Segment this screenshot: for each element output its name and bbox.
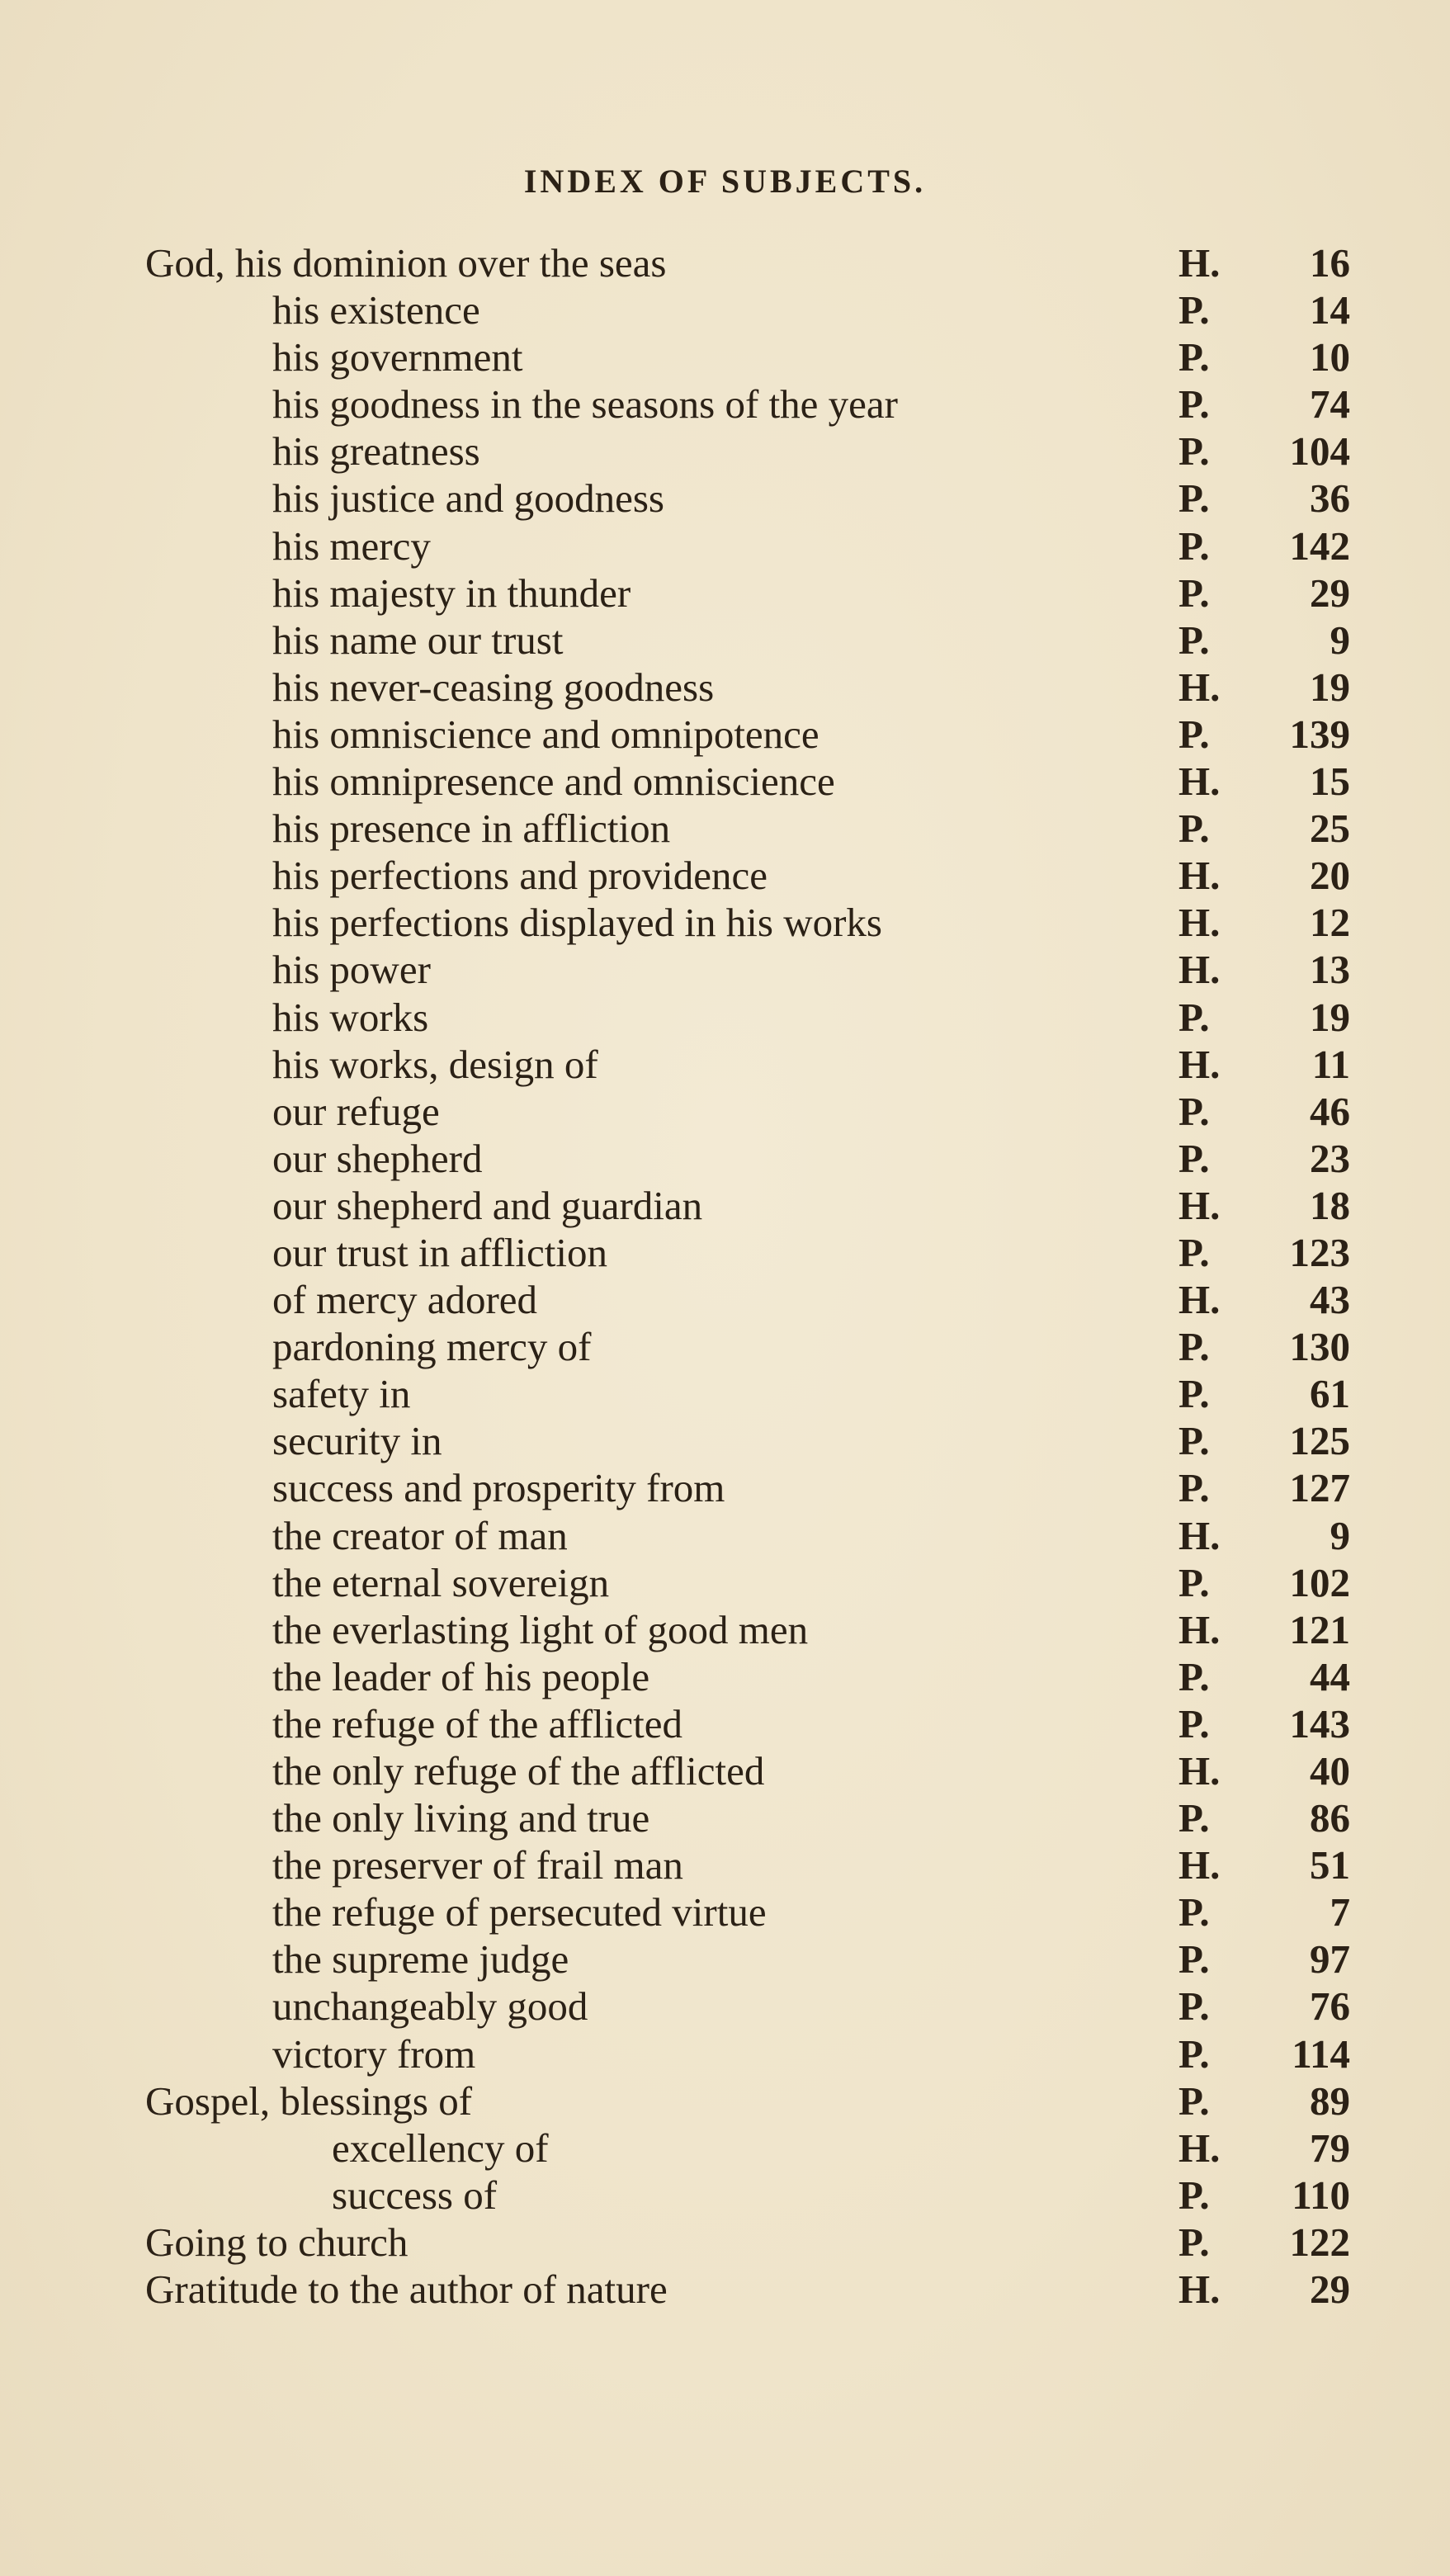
entry-subject: his omniscience and omnipotence (272, 711, 819, 757)
entry-page-number: 122 (1289, 2219, 1350, 2265)
entry-reference: P. (1178, 1418, 1210, 1464)
index-entry (0, 475, 1450, 522)
entry-reference: H. (1178, 2125, 1221, 2171)
entry-subject: his name our trust (272, 617, 564, 663)
index-entry (0, 711, 1450, 758)
entry-subject: his power (272, 947, 431, 993)
entry-page-number: 16 (1310, 240, 1350, 286)
entry-subject: his works (272, 994, 429, 1040)
entry-reference: P. (1178, 806, 1210, 852)
entry-subject: excellency of (332, 2125, 549, 2171)
entry-reference: H. (1178, 1182, 1221, 1228)
entry-page-number: 125 (1289, 1418, 1350, 1464)
entry-reference: P. (1178, 1889, 1210, 1936)
entry-page-number: 76 (1310, 1983, 1350, 2030)
index-entry (0, 1559, 1450, 1606)
entry-reference: P. (1178, 287, 1210, 333)
index-entry (0, 333, 1450, 380)
entry-subject: victory from (272, 2030, 476, 2077)
entry-reference: H. (1178, 240, 1221, 286)
entry-page-number: 12 (1310, 900, 1350, 946)
entry-page-number: 36 (1310, 475, 1350, 522)
index-entry (0, 2172, 1450, 2219)
entry-subject: his presence in affliction (272, 806, 671, 852)
entry-reference: H. (1178, 1842, 1221, 1888)
entry-page-number: 46 (1310, 1088, 1350, 1134)
index-entry (0, 1606, 1450, 1653)
entry-subject: his omnipresence and omniscience (272, 759, 835, 805)
index-entry (0, 1794, 1450, 1841)
entry-page-number: 51 (1310, 1842, 1350, 1888)
entry-reference: P. (1178, 334, 1210, 380)
entry-subject: the only refuge of the afflicted (272, 1748, 765, 1794)
index-entry (0, 239, 1450, 286)
entry-subject: our trust in affliction (272, 1229, 607, 1275)
index-entry (0, 1229, 1450, 1276)
entry-page-number: 9 (1330, 617, 1350, 663)
entry-page-number: 102 (1289, 1559, 1350, 1605)
entry-reference: P. (1178, 1229, 1210, 1275)
entry-page-number: 121 (1289, 1606, 1350, 1652)
entry-reference: H. (1178, 664, 1221, 710)
entry-subject: pardoning mercy of (272, 1324, 592, 1370)
entry-page-number: 143 (1289, 1700, 1350, 1746)
entry-subject: the leader of his people (272, 1653, 650, 1699)
index-entry (0, 1841, 1450, 1888)
index-entry (0, 1653, 1450, 1700)
index-entry (0, 758, 1450, 805)
index-entry (0, 1512, 1450, 1559)
entry-subject: his perfections displayed in his works (272, 900, 882, 946)
index-entry (0, 1323, 1450, 1370)
entry-subject: unchangeably good (272, 1983, 588, 2030)
index-entry (0, 380, 1450, 428)
entry-subject: his greatness (272, 428, 480, 475)
index-entry (0, 1276, 1450, 1323)
entry-reference: H. (1178, 2266, 1221, 2313)
index-entry (0, 286, 1450, 333)
entry-reference: H. (1178, 759, 1221, 805)
entry-subject: the preserver of frail man (272, 1842, 683, 1888)
entry-subject: the everlasting light of good men (272, 1606, 809, 1652)
index-entry (0, 1936, 1450, 1983)
entry-reference: P. (1178, 522, 1210, 569)
index-entry (0, 522, 1450, 570)
entry-reference: P. (1178, 2172, 1210, 2218)
entry-page-number: 14 (1310, 287, 1350, 333)
entry-reference: P. (1178, 1465, 1210, 1511)
index-entry (0, 994, 1450, 1041)
entry-subject: his government (272, 334, 523, 380)
entry-reference: P. (1178, 1936, 1210, 1983)
index-entry (0, 1041, 1450, 1088)
entry-page-number: 18 (1310, 1182, 1350, 1228)
index-entry (0, 570, 1450, 617)
entry-page-number: 11 (1311, 1041, 1350, 1087)
entry-page-number: 123 (1289, 1229, 1350, 1275)
entry-subject: the refuge of the afflicted (272, 1700, 683, 1746)
entry-subject: Going to church (145, 2219, 409, 2265)
entry-subject: God, his dominion over the seas (145, 240, 667, 286)
entry-reference: P. (1178, 2077, 1210, 2124)
entry-page-number: 61 (1310, 1371, 1350, 1417)
entry-reference: H. (1178, 1277, 1221, 1323)
index-entry (0, 664, 1450, 711)
index-entry (0, 2077, 1450, 2125)
entry-reference: P. (1178, 1088, 1210, 1134)
index-entry (0, 2030, 1450, 2077)
entry-reference: P. (1178, 994, 1210, 1040)
entry-reference: P. (1178, 1983, 1210, 2030)
entry-reference: H. (1178, 1512, 1221, 1558)
entry-subject: of mercy adored (272, 1277, 538, 1323)
entry-page-number: 10 (1310, 334, 1350, 380)
index-entry (0, 852, 1450, 899)
index-entry (0, 2219, 1450, 2266)
entry-page-number: 29 (1310, 570, 1350, 616)
entry-subject: his never-ceasing goodness (272, 664, 715, 710)
entry-page-number: 15 (1310, 759, 1350, 805)
entry-page-number: 110 (1292, 2172, 1350, 2218)
entry-reference: P. (1178, 1653, 1210, 1699)
entry-subject: his perfections and providence (272, 853, 768, 899)
entry-subject: the creator of man (272, 1512, 568, 1558)
entry-page-number: 44 (1310, 1653, 1350, 1699)
entry-subject: the supreme judge (272, 1936, 569, 1983)
entry-subject: Gratitude to the author of nature (145, 2266, 668, 2313)
entry-subject: Gospel, blessings of (145, 2077, 473, 2124)
entry-page-number: 74 (1310, 381, 1350, 428)
index-entry (0, 1417, 1450, 1464)
entry-page-number: 142 (1289, 522, 1350, 569)
index-entry (0, 1888, 1450, 1936)
entry-reference: H. (1178, 1748, 1221, 1794)
entry-page-number: 43 (1310, 1277, 1350, 1323)
entry-page-number: 13 (1310, 947, 1350, 993)
entry-subject: the only living and true (272, 1795, 650, 1841)
entry-page-number: 139 (1289, 711, 1350, 757)
entry-reference: P. (1178, 1324, 1210, 1370)
entry-reference: P. (1178, 1371, 1210, 1417)
entry-page-number: 20 (1310, 853, 1350, 899)
index-entry (0, 617, 1450, 664)
index-entry (0, 2125, 1450, 2172)
index-entry (0, 1370, 1450, 1417)
index-entry (0, 1700, 1450, 1747)
entry-subject: our shepherd and guardian (272, 1182, 703, 1228)
entry-subject: the refuge of persecuted virtue (272, 1889, 767, 1936)
entry-page-number: 104 (1289, 428, 1350, 475)
index-entry (0, 2266, 1450, 2313)
index-entries (0, 239, 1450, 2313)
index-entry (0, 1135, 1450, 1182)
entry-page-number: 19 (1310, 664, 1350, 710)
entry-subject: success of (332, 2172, 498, 2218)
entry-reference: P. (1178, 1795, 1210, 1841)
entry-page-number: 29 (1310, 2266, 1350, 2313)
entry-subject: the eternal sovereign (272, 1559, 610, 1605)
entry-page-number: 89 (1310, 2077, 1350, 2124)
entry-page-number: 127 (1289, 1465, 1350, 1511)
entry-page-number: 97 (1310, 1936, 1350, 1983)
entry-page-number: 86 (1310, 1795, 1350, 1841)
entry-reference: P. (1178, 1135, 1210, 1181)
index-entry (0, 1088, 1450, 1135)
entry-subject: our shepherd (272, 1135, 483, 1181)
entry-reference: H. (1178, 853, 1221, 899)
entry-subject: his majesty in thunder (272, 570, 631, 616)
index-entry (0, 1182, 1450, 1229)
entry-page-number: 23 (1310, 1135, 1350, 1181)
entry-reference: H. (1178, 1041, 1221, 1087)
entry-page-number: 114 (1292, 2030, 1350, 2077)
entry-subject: safety in (272, 1371, 411, 1417)
index-entry (0, 899, 1450, 946)
entry-page-number: 79 (1310, 2125, 1350, 2171)
index-entry (0, 805, 1450, 852)
entry-page-number: 25 (1310, 806, 1350, 852)
entry-page-number: 7 (1330, 1889, 1350, 1936)
running-head: INDEX OF SUBJECTS. (523, 163, 927, 200)
entry-subject: his existence (272, 287, 480, 333)
entry-reference: P. (1178, 428, 1210, 475)
entry-reference: P. (1178, 617, 1210, 663)
entry-page-number: 130 (1289, 1324, 1350, 1370)
entry-reference: P. (1178, 2219, 1210, 2265)
entry-reference: P. (1178, 381, 1210, 428)
entry-reference: H. (1178, 900, 1221, 946)
index-entry (0, 1983, 1450, 2030)
entry-reference: H. (1178, 947, 1221, 993)
entry-subject: his works, design of (272, 1041, 598, 1087)
entry-reference: H. (1178, 1606, 1221, 1652)
entry-reference: P. (1178, 475, 1210, 522)
entry-subject: his goodness in the seasons of the year (272, 381, 898, 428)
entry-subject: success and prosperity from (272, 1465, 725, 1511)
entry-reference: P. (1178, 570, 1210, 616)
index-entry (0, 1464, 1450, 1511)
index-entry (0, 946, 1450, 993)
entry-page-number: 19 (1310, 994, 1350, 1040)
entry-reference: P. (1178, 1559, 1210, 1605)
entry-subject: security in (272, 1418, 442, 1464)
entry-reference: P. (1178, 1700, 1210, 1746)
index-entry (0, 428, 1450, 475)
entry-subject: his justice and goodness (272, 475, 664, 522)
entry-page-number: 9 (1330, 1512, 1350, 1558)
entry-subject: our refuge (272, 1088, 440, 1134)
entry-reference: P. (1178, 711, 1210, 757)
index-entry (0, 1747, 1450, 1794)
entry-subject: his mercy (272, 522, 431, 569)
entry-page-number: 40 (1310, 1748, 1350, 1794)
entry-reference: P. (1178, 2030, 1210, 2077)
